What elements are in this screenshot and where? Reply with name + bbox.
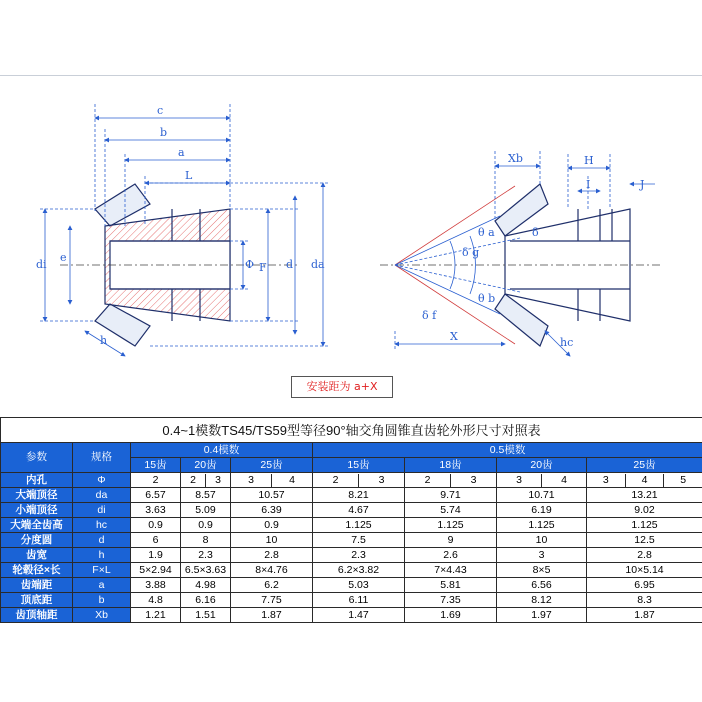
teeth-header-cell: 15齿 (131, 458, 181, 473)
table-cell: 2.3 (181, 548, 231, 563)
table-cell: 8.3 (587, 593, 702, 608)
bore-value: 2 (313, 474, 359, 487)
bore-value: 2 (181, 474, 206, 487)
angle-fb-label: θ b (478, 292, 496, 305)
table-cell: 2.3 (313, 548, 405, 563)
table-cell: 12.5 (587, 533, 702, 548)
row-label: 齿顶轴距 (1, 608, 73, 623)
row-label: 小端顶径 (1, 503, 73, 518)
row-symbol: h (73, 548, 131, 563)
teeth-header-cell: 20齿 (181, 458, 231, 473)
bore-cell (231, 473, 313, 488)
spec-table-container (0, 417, 702, 627)
bore-cell (313, 473, 405, 488)
row-label: 顶底距 (1, 593, 73, 608)
row-label: 内孔 (1, 473, 73, 488)
table-cell: 8×4.76 (231, 563, 313, 578)
table-cell: 1.97 (497, 608, 587, 623)
table-cell: 1.9 (131, 548, 181, 563)
dim-h-label: h (100, 334, 108, 347)
table-cell: 1.125 (405, 518, 497, 533)
angle-fa-label: θ a (478, 226, 495, 239)
table-cell: 6.2 (231, 578, 313, 593)
table-row (1, 608, 702, 623)
dim-J-label: J (640, 178, 645, 191)
table-cell: 10 (497, 533, 587, 548)
bore-value: 2 (152, 473, 159, 486)
teeth-header-cell: 15齿 (313, 458, 405, 473)
table-cell: 5.03 (313, 578, 405, 593)
header-module-05: 0.5模数 (313, 443, 702, 458)
dim-X-label: X (450, 330, 458, 343)
table-cell: 6.11 (313, 593, 405, 608)
bore-value: 3 (378, 473, 385, 486)
table-cell: 5.74 (405, 503, 497, 518)
bore-cell (181, 473, 231, 488)
table-cell: 6.57 (131, 488, 181, 503)
bore-value: 3 (231, 474, 272, 487)
dim-phi-label: Φ (245, 258, 255, 271)
table-cell: 5×2.94 (131, 563, 181, 578)
table-title: 0.4~1模数TS45/TS59型等径90°轴交角圆锥直齿轮外形尺寸对照表 (1, 418, 702, 443)
table-cell: 1.125 (497, 518, 587, 533)
table-cell: 4.67 (313, 503, 405, 518)
table-cell: 9.71 (405, 488, 497, 503)
table-cell: 8 (181, 533, 231, 548)
row-label: 轮毂径×长 (1, 563, 73, 578)
table-cell: 9 (405, 533, 497, 548)
table-cell: 10×5.14 (587, 563, 702, 578)
dim-L-label: L (185, 169, 193, 182)
table-cell: 6.16 (181, 593, 231, 608)
dim-c-label: c (157, 104, 164, 117)
table-cell: 6.39 (231, 503, 313, 518)
table-row (1, 548, 702, 563)
table-cell: 1.125 (313, 518, 405, 533)
dim-e-label: e (60, 251, 67, 264)
row-symbol: b (73, 593, 131, 608)
dim-F-label: F (259, 261, 267, 274)
row-symbol: Φ (73, 473, 131, 488)
header-module-04: 0.4模数 (131, 443, 313, 458)
technical-drawing (0, 75, 702, 416)
bore-cell (587, 473, 702, 488)
spec-table (0, 417, 702, 623)
row-label: 分度圆 (1, 533, 73, 548)
bore-cell (131, 473, 181, 488)
table-cell: 1.21 (131, 608, 181, 623)
spec-table-body (1, 488, 702, 623)
table-cell: 8.57 (181, 488, 231, 503)
row-symbol: da (73, 488, 131, 503)
table-cell: 0.9 (181, 518, 231, 533)
table-cell: 0.9 (131, 518, 181, 533)
table-cell: 2.6 (405, 548, 497, 563)
dim-H-label: H (584, 154, 594, 167)
table-cell: 8.12 (497, 593, 587, 608)
table-cell: 3.63 (131, 503, 181, 518)
table-cell: 5.09 (181, 503, 231, 518)
table-row (1, 518, 702, 533)
row-label: 大端顶径 (1, 488, 73, 503)
row-label: 大端全齿高 (1, 518, 73, 533)
teeth-header-cell: 25齿 (587, 458, 702, 473)
table-cell: 9.02 (587, 503, 702, 518)
header-param: 参数 (1, 443, 73, 473)
table-cell: 3 (497, 548, 587, 563)
table-cell: 6.2×3.82 (313, 563, 405, 578)
row-label: 齿端距 (1, 578, 73, 593)
table-cell: 0.9 (231, 518, 313, 533)
bore-value: 3 (587, 474, 626, 487)
table-cell: 5.81 (405, 578, 497, 593)
table-cell: 13.21 (587, 488, 702, 503)
table-cell: 10.71 (497, 488, 587, 503)
dim-Xb-label: Xb (508, 152, 523, 165)
bore-value: 2 (405, 474, 451, 487)
table-cell: 1.87 (587, 608, 702, 623)
bore-value: 4 (561, 473, 567, 486)
installation-distance-note: 安装距为 a+X (291, 376, 393, 398)
table-cell: 7.75 (231, 593, 313, 608)
table-row (1, 578, 702, 593)
bore-cell (405, 473, 497, 488)
bore-value: 5 (680, 473, 687, 486)
table-cell: 6.95 (587, 578, 702, 593)
table-row (1, 488, 702, 503)
row-label: 齿宽 (1, 548, 73, 563)
table-row (1, 503, 702, 518)
table-cell: 6 (131, 533, 181, 548)
table-cell: 7×4.43 (405, 563, 497, 578)
dim-a-label: a (178, 146, 185, 159)
gear-diagram (0, 76, 702, 416)
dim-d-label: d (286, 258, 294, 271)
table-cell: 3.88 (131, 578, 181, 593)
table-row (1, 563, 702, 578)
header-spec: 规格 (73, 443, 131, 473)
dim-hc-label: hc (560, 336, 574, 349)
table-cell: 4.98 (181, 578, 231, 593)
row-symbol: hc (73, 518, 131, 533)
table-cell: 1.51 (181, 608, 231, 623)
dim-di-label: di (36, 258, 47, 271)
table-cell: 6.19 (497, 503, 587, 518)
bore-value: 4 (626, 474, 665, 487)
row-symbol: F×L (73, 563, 131, 578)
angle-dg-label: δ g (462, 246, 480, 259)
table-row (1, 533, 702, 548)
table-cell: 10.57 (231, 488, 313, 503)
table-cell: 6.56 (497, 578, 587, 593)
row-symbol: Xb (73, 608, 131, 623)
dim-I-label: I (586, 178, 591, 191)
table-cell: 2.8 (587, 548, 702, 563)
table-cell: 6.5×3.63 (181, 563, 231, 578)
teeth-header-cell: 18齿 (405, 458, 497, 473)
table-cell: 1.47 (313, 608, 405, 623)
table-cell: 8×5 (497, 563, 587, 578)
dim-b-label: b (160, 126, 168, 139)
dim-da-label: da (311, 258, 325, 271)
bore-row (1, 473, 702, 488)
row-symbol: di (73, 503, 131, 518)
row-symbol: d (73, 533, 131, 548)
bore-value: 3 (470, 473, 477, 486)
row-symbol: a (73, 578, 131, 593)
table-cell: 1.69 (405, 608, 497, 623)
bore-value: 3 (497, 474, 542, 487)
table-row (1, 593, 702, 608)
table-cell: 7.5 (313, 533, 405, 548)
bore-cell (497, 473, 587, 488)
table-cell: 2.8 (231, 548, 313, 563)
table-cell: 10 (231, 533, 313, 548)
bore-value: 3 (215, 473, 221, 486)
table-cell: 8.21 (313, 488, 405, 503)
angle-d-label: δ (532, 226, 539, 239)
angle-df-label: δ f (422, 309, 437, 322)
table-cell: 7.35 (405, 593, 497, 608)
bore-value: 4 (289, 473, 295, 486)
teeth-header-cell: 25齿 (231, 458, 313, 473)
teeth-header-cell: 20齿 (497, 458, 587, 473)
table-cell: 4.8 (131, 593, 181, 608)
table-cell: 1.87 (231, 608, 313, 623)
table-cell: 1.125 (587, 518, 702, 533)
